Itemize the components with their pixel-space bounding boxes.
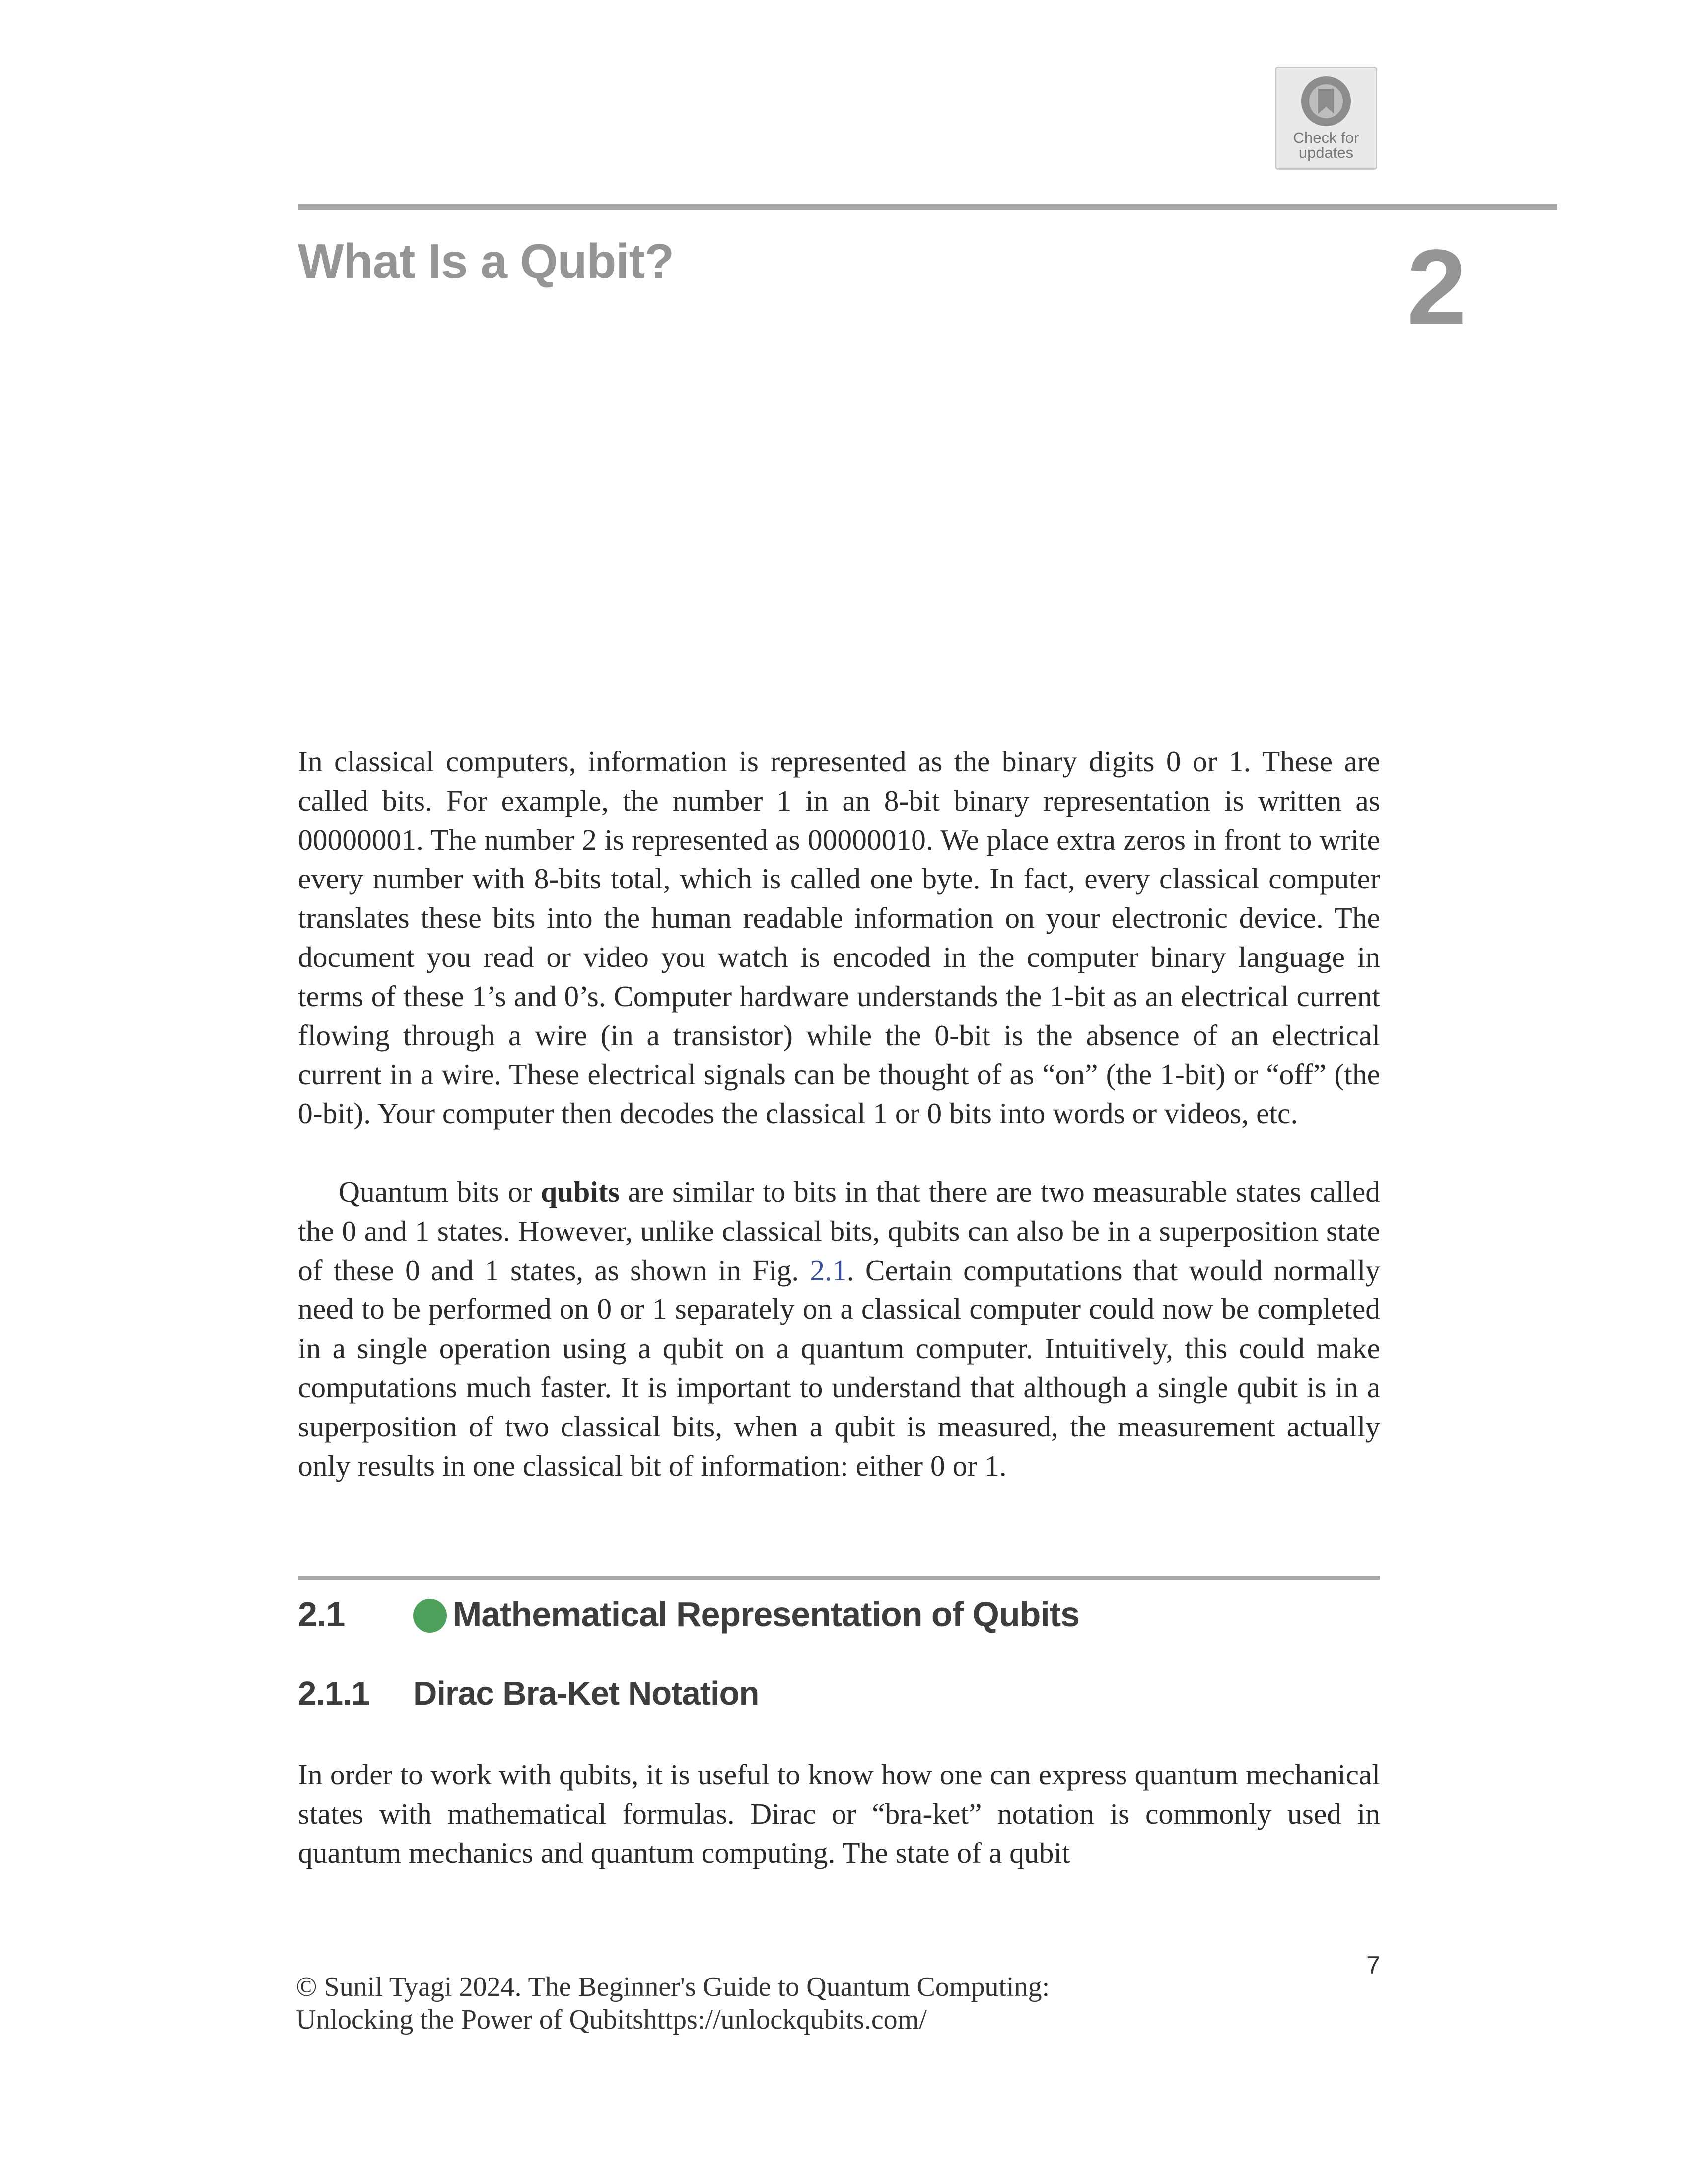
footer-line-2: Unlocking the Power of Qubitshttps://unlockqubits.com/ [296, 2004, 927, 2035]
badge-label-line2: updates [1298, 144, 1354, 161]
bra-ket-paragraph: In order to work with qubits, it is useful to know how one can express quantum mechanical states with mathematical formulas. Dirac or “bra-ket” notation is commonly used in quantum mechanics and quantum computing. The state of a qubit [298, 1758, 1380, 1869]
chapter-divider [298, 204, 1557, 210]
chapter-number: 2 [1407, 227, 1467, 347]
qubits-paragraph-text-3: . Certain computations that would normally need to be performed on 0 or 1 separately on a classical computer could now be completed in a single operation using a qubit on a quantum computer. Intuitively, this could make computations much faster. It is important to understand that although a single qubit is in a superposition of two classical bits, when a qubit is measured, the measurement actually only results in one classical bit of information: either 0 or 1. [298, 1253, 1380, 1482]
subsection-number: 2.1.1 [298, 1675, 370, 1712]
figure-reference-link[interactable]: 2.1 [810, 1253, 847, 1287]
page-number: 7 [1366, 1951, 1380, 1979]
section-heading [298, 1589, 1489, 1639]
bookmark-ribbon-icon [1296, 74, 1356, 129]
intro-paragraph: In classical computers, information is represented as the binary digits 0 or 1. These are called bits. For example, the number 1 in an 8-bit binary representation is written as 00000001. The number 2 is represented as 00000010. We place extra zeros in front to write every number with 8-bits total, which is called one byte. In fact, every classical computer translates these bits into the human readable information on your electronic device. The document you read or video you watch is encoded in the computer binary language in terms of these 1’s and 0’s. Computer hardware understands the 1-bit as an electrical current flowing through a wire (in a transistor) while the 0-bit is the absence of an electrical current in a wire. These electrical signals can be thought of as “on” (the 1-bit) or “off” (the 0-bit). Your computer then decodes the classical 1 or 0 bits into words or videos, etc. [298, 745, 1380, 1130]
check-for-updates-badge[interactable] [1275, 67, 1377, 170]
subsection-title: Dirac Bra-Ket Notation [413, 1675, 759, 1712]
qubits-bold-term: qubits [541, 1175, 620, 1208]
qubits-paragraph-text-2: are similar to bits in that there are two measurable states called the 0 and 1 states. However, unlike classical bits, qubits can also be in a superposition state of these 0 and 1 states, as shown in Fig. [298, 1175, 1380, 1287]
section-title: Mathematical Representation of Qubits [453, 1595, 1080, 1634]
subsection-heading [298, 1669, 1489, 1718]
green-circle-icon [413, 1599, 447, 1633]
copyright-footer [296, 1971, 1050, 2036]
badge-label-line1: Check for [1293, 129, 1359, 146]
qubits-paragraph [298, 1172, 1380, 1485]
qubits-paragraph-text-1: Quantum bits or [339, 1175, 541, 1208]
section-divider [298, 1576, 1380, 1580]
footer-line-1: © Sunil Tyagi 2024. The Beginner's Guide to Quantum Computing: [296, 1972, 1050, 2002]
section-number: 2.1 [298, 1595, 345, 1634]
chapter-title: What Is a Qubit? [298, 234, 674, 288]
